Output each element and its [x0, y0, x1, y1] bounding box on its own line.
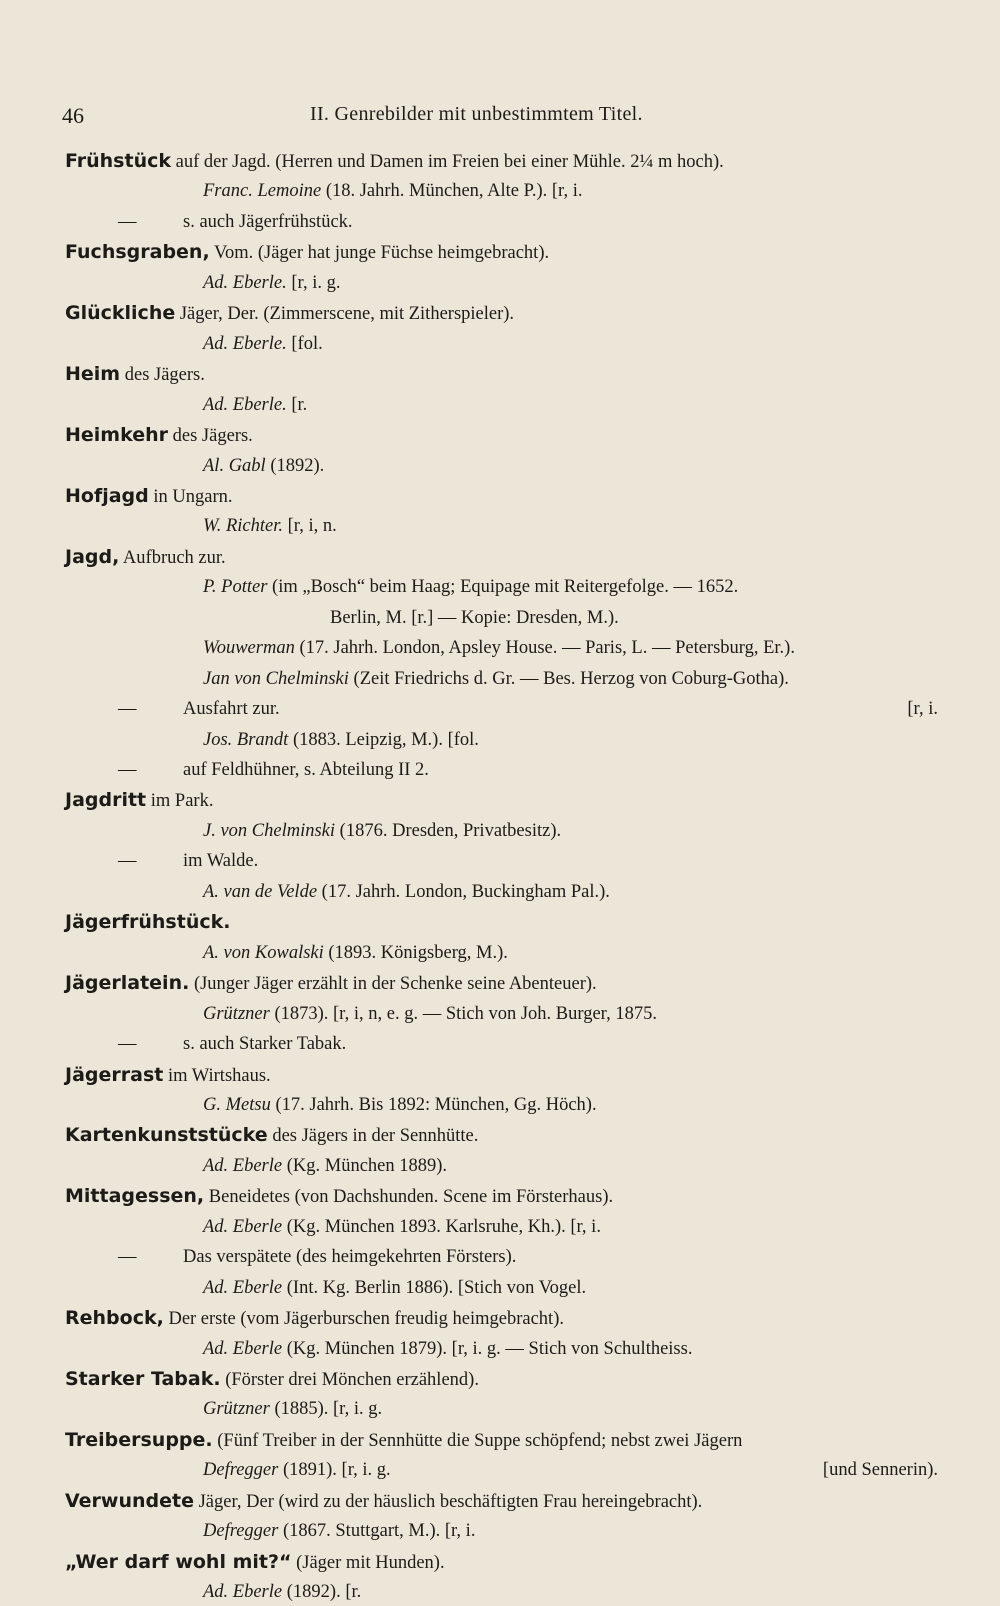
running-title: II. Genrebilder mit unbestimmtem Titel. — [310, 103, 643, 125]
catalog-line — [0, 1243, 1000, 1271]
entry-text: [r, i. g. — [286, 272, 341, 293]
artist-name: Ad. Eberle — [203, 1338, 283, 1359]
ditto-dash: — — [118, 1034, 137, 1055]
entry-text: Jäger, Der (wird zu der häuslich beschäftigten Frau hereingebracht). — [193, 1491, 703, 1512]
entry-text: Berlin, M. [r.] — Kopie: Dresden, M.). — [330, 607, 619, 628]
entry-text: (1873). [r, i, n, e. g. — Stich von Joh. Burger, 1875. — [269, 1003, 657, 1024]
catalog-line — [0, 208, 1000, 236]
entry-text: (1892). [r. — [282, 1582, 362, 1603]
catalog-line — [0, 299, 1000, 327]
entry-text: im Wirtshaus. — [163, 1065, 271, 1086]
entry-text: (Int. Kg. Berlin 1886). [Stich von Vogel. — [282, 1277, 587, 1298]
catalog-line — [0, 878, 1000, 906]
catalog-line — [0, 421, 1000, 449]
catalog-line — [0, 1213, 1000, 1241]
entry-text: (17. Jahrh. London, Buckingham Pal.). — [317, 881, 610, 902]
entry-text: Das verspätete (des heimgekehrten Försters). — [183, 1247, 517, 1268]
entry-lemma: Verwundete — [65, 1489, 194, 1512]
catalog-line — [0, 330, 1000, 358]
entry-text: (1885). [r, i. g. — [269, 1399, 383, 1420]
artist-name: Wouwerman — [203, 638, 295, 659]
catalog-line — [0, 1426, 1000, 1454]
ditto-dash: — — [118, 760, 137, 780]
entry-lemma: Starker Tabak. — [65, 1368, 221, 1390]
entry-text: (Fünf Treiber in der Sennhütte die Suppe schöpfend; nebst zwei Jägern — [212, 1430, 743, 1451]
artist-name: A. van de Velde — [203, 881, 318, 902]
ditto-dash: — — [118, 1247, 137, 1268]
artist-name: Ad. Eberle — [203, 1216, 283, 1237]
entry-text: (1892). — [265, 455, 325, 476]
entry-lemma: Kartenkunststücke — [65, 1124, 268, 1147]
catalog-line — [0, 238, 1000, 266]
ditto-dash: — — [118, 851, 137, 872]
entry-text: (im „Bosch“ beim Haag; Equipage mit Reitergefolge. — 1652. — [267, 577, 739, 598]
entry-text: auf der Jagd. (Herren und Damen im Freien bei einer Mühle. 2¼ m hoch). — [171, 152, 724, 172]
entry-text: des Jägers. — [168, 426, 253, 447]
artist-name: Ad. Eberle. — [203, 394, 287, 415]
entry-text: Jäger, Der. (Zimmerscene, mit Zitherspieler). — [175, 304, 515, 325]
catalog-line — [0, 512, 1000, 540]
catalog-line — [0, 269, 1000, 297]
artist-name: Ad. Eberle — [203, 1277, 283, 1298]
entry-lemma: Jagd, — [65, 545, 120, 568]
entry-text: (Zeit Friedrichs d. Gr. — Bes. Herzog von Coburg-Gotha). — [348, 668, 789, 689]
artist-name: Ad. Eberle. — [203, 272, 287, 293]
page-header — [0, 103, 1000, 133]
entry-text: (Förster drei Mönchen erzählend). — [220, 1370, 479, 1390]
catalog-line — [0, 1487, 1000, 1515]
artist-name: Ad. Eberle — [203, 1155, 283, 1176]
catalog-line — [0, 634, 1000, 662]
catalog-line — [0, 908, 1000, 936]
entry-text: Aufbruch zur. — [119, 547, 226, 568]
catalog-line — [0, 817, 1000, 845]
catalog-line — [0, 1456, 1000, 1484]
entry-text: (Kg. München 1879). [r, i. g. — Stich von Schultheiss. — [282, 1338, 693, 1359]
entry-lemma: Jägerlatein. — [65, 972, 190, 995]
ditto-dash: — — [118, 211, 137, 232]
catalog-line — [0, 939, 1000, 967]
catalog-line — [0, 573, 1000, 601]
catalog-line — [0, 1335, 1000, 1363]
entry-text: Der erste (vom Jägerburschen freudig heimgebracht). — [163, 1309, 564, 1330]
entry-text: [r, i, n. — [283, 516, 337, 537]
artist-name: G. Metsu — [203, 1094, 271, 1115]
catalog-line — [0, 452, 1000, 480]
catalog-line — [0, 1030, 1000, 1058]
entry-lemma: Rehbock, — [65, 1307, 164, 1330]
artist-name: W. Richter. — [203, 516, 283, 537]
catalog-line — [0, 756, 1000, 784]
entry-lemma: Glückliche — [65, 302, 176, 325]
catalog-line — [0, 604, 1000, 632]
catalog-line — [0, 177, 1000, 205]
artist-name: Defregger — [203, 1460, 279, 1481]
catalog-line — [0, 726, 1000, 754]
entry-lemma: Mittagessen, — [65, 1185, 205, 1208]
entry-text: im Park. — [146, 791, 214, 812]
entry-lemma: Heim — [65, 363, 121, 386]
entry-text: im Walde. — [183, 851, 259, 872]
catalog-line — [0, 1517, 1000, 1545]
entry-text: (1893. Königsberg, M.). — [323, 942, 508, 963]
artist-name: Defregger — [203, 1521, 279, 1542]
entry-text: (18. Jahrh. München, Alte P.). [r, i. — [321, 181, 583, 202]
catalog-line — [0, 1182, 1000, 1210]
catalog-line — [0, 543, 1000, 571]
entry-text: des Jägers in der Sennhütte. — [267, 1126, 479, 1147]
catalog-line — [0, 1121, 1000, 1149]
artist-name: P. Potter — [203, 577, 268, 598]
catalog-line — [0, 1152, 1000, 1180]
entry-text: Beneidetes (von Dachshunden. Scene im Försterhaus). — [204, 1187, 614, 1208]
artist-name: Jos. Brandt — [203, 729, 289, 750]
artist-name: Al. Gabl — [203, 455, 266, 476]
page-number: 46 — [62, 103, 84, 128]
entry-lemma: Heimkehr — [65, 424, 169, 447]
entry-text: [r. — [286, 394, 308, 415]
catalog-line — [0, 391, 1000, 419]
entry-text: (17. Jahrh. Bis 1892: München, Gg. Höch). — [270, 1094, 597, 1115]
entry-text: (1876. Dresden, Privatbesitz). — [335, 820, 562, 841]
entry-lemma: Treibersuppe. — [65, 1428, 213, 1451]
entry-lemma: Jagdritt — [65, 789, 147, 812]
entry-lemma: Frühstück — [65, 150, 172, 172]
catalog-line — [0, 1365, 1000, 1393]
artist-name: J. von Chelminski — [203, 820, 336, 841]
catalog-line — [0, 360, 1000, 388]
artist-name: Jan von Chelminski — [203, 668, 349, 689]
catalog-line — [0, 969, 1000, 997]
catalog-line — [0, 1061, 1000, 1089]
entry-text: (Kg. München 1889). — [282, 1155, 448, 1176]
entry-text: Ausfahrt zur. — [183, 699, 280, 720]
entry-lemma: Hofjagd — [65, 484, 149, 507]
entry-text: (1891). [r, i. g. — [278, 1460, 391, 1481]
catalog-line — [0, 1548, 1000, 1576]
right-note: [r, i. — [907, 699, 938, 720]
entry-text: des Jägers. — [120, 365, 205, 386]
catalog-line — [0, 665, 1000, 693]
catalog-line — [0, 147, 1000, 175]
artist-name: A. von Kowalski — [203, 942, 324, 963]
catalog-line — [0, 847, 1000, 875]
catalog-line — [0, 482, 1000, 510]
entry-text: (Junger Jäger erzählt in der Schenke seine Abenteuer). — [189, 974, 597, 995]
catalog-line — [0, 1091, 1000, 1119]
artist-name: Grützner — [203, 1003, 270, 1024]
entry-lemma: Fuchsgraben, — [65, 241, 210, 264]
catalog-line — [0, 1395, 1000, 1423]
entry-text: (1883. Leipzig, M.). [fol. — [288, 729, 479, 750]
entry-lemma: Jägerrast — [65, 1063, 164, 1086]
artist-name: Grützner — [203, 1399, 270, 1420]
catalog-line — [0, 1304, 1000, 1332]
right-note: [und Sennerin). — [822, 1460, 938, 1481]
entry-text: in Ungarn. — [148, 486, 233, 507]
entry-text: s. auch Jägerfrühstück. — [183, 211, 353, 232]
catalog-line — [0, 1000, 1000, 1028]
artist-name: Ad. Eberle. — [203, 333, 287, 354]
catalog-line — [0, 1274, 1000, 1302]
entry-text: (1867. Stuttgart, M.). [r, i. — [278, 1521, 476, 1542]
ditto-dash: — — [118, 699, 137, 720]
entry-text: [fol. — [286, 333, 323, 354]
artist-name: Ad. Eberle — [203, 1582, 283, 1603]
entry-lemma: Jägerfrühstück. — [65, 911, 231, 934]
entry-text: (Jäger mit Hunden). — [291, 1552, 445, 1573]
catalog-line — [0, 695, 1000, 723]
entry-text: (17. Jahrh. London, Apsley House. — Paris, L. — Petersburg, Er.). — [294, 638, 795, 659]
entry-text: Vom. (Jäger hat junge Füchse heimgebracht). — [209, 243, 550, 264]
entry-text: auf Feldhühner, s. Abteilung II 2. — [183, 760, 429, 780]
entry-text: (Kg. München 1893. Karlsruhe, Kh.). [r, i. — [282, 1216, 601, 1237]
entry-text: s. auch Starker Tabak. — [183, 1034, 347, 1055]
catalog-line — [0, 1578, 1000, 1606]
entry-lemma: „Wer darf wohl mit?“ — [65, 1550, 292, 1573]
artist-name: Franc. Lemoine — [203, 181, 322, 202]
catalog-line — [0, 786, 1000, 814]
